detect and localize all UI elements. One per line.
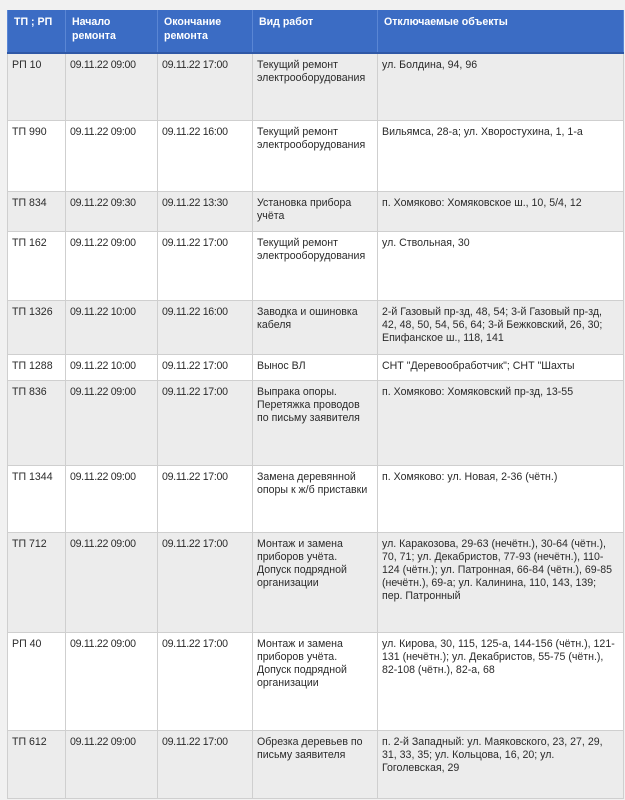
cell-work-type: Текущий ремонт электрооборудования [253, 53, 378, 120]
cell-start: 09.11.22 09:30 [66, 191, 158, 231]
table-row [8, 300, 624, 354]
cell-start: 09.11.22 09:00 [66, 120, 158, 191]
cell-objects: ул. Ствольная, 30 [378, 231, 624, 300]
table-row [8, 354, 624, 380]
cell-substation: ТП 612 [8, 730, 66, 798]
cell-start: 09.11.22 10:00 [66, 354, 158, 380]
table-row [8, 53, 624, 120]
cell-substation: ТП 162 [8, 231, 66, 300]
cell-substation: ТП 990 [8, 120, 66, 191]
outage-schedule-table [7, 10, 624, 799]
cell-end: 09.11.22 17:00 [158, 632, 253, 730]
table-row [8, 191, 624, 231]
cell-work-type: Монтаж и замена приборов учёта. Допуск подрядной организации [253, 532, 378, 632]
cell-end: 09.11.22 17:00 [158, 465, 253, 532]
header-row [8, 10, 624, 53]
cell-end: 09.11.22 17:00 [158, 532, 253, 632]
header-end: Окончание ремонта [158, 10, 253, 53]
cell-objects: ул. Болдина, 94, 96 [378, 53, 624, 120]
cell-objects: п. Хомяково: Хомяковское ш., 10, 5/4, 12 [378, 191, 624, 231]
table-row [8, 120, 624, 191]
cell-end: 09.11.22 17:00 [158, 53, 253, 120]
table-row [8, 231, 624, 300]
cell-objects: 2-й Газовый пр-зд, 48, 54; 3-й Газовый пр-зд, 42, 48, 50, 54, 56, 64; 3-й Бежковский, 26, 30; Епифанское ш., 118, 141 [378, 300, 624, 354]
cell-work-type: Замена деревянной опоры к ж/б приставки [253, 465, 378, 532]
cell-substation: ТП 1326 [8, 300, 66, 354]
cell-start: 09.11.22 09:00 [66, 730, 158, 798]
cell-objects: Вильямса, 28-а; ул. Хворостухина, 1, 1-а [378, 120, 624, 191]
table-row [8, 532, 624, 632]
cell-end: 09.11.22 13:30 [158, 191, 253, 231]
cell-start: 09.11.22 09:00 [66, 380, 158, 465]
table-header [8, 10, 624, 53]
cell-substation: ТП 834 [8, 191, 66, 231]
header-start: Начало ремонта [66, 10, 158, 53]
cell-work-type: Установка прибора учёта [253, 191, 378, 231]
header-substation: ТП ; РП [8, 10, 66, 53]
cell-work-type: Обрезка деревьев по письму заявителя [253, 730, 378, 798]
cell-objects: п. Хомяково: ул. Новая, 2-36 (чётн.) [378, 465, 624, 532]
cell-substation: ТП 712 [8, 532, 66, 632]
cell-start: 09.11.22 09:00 [66, 465, 158, 532]
table-row [8, 380, 624, 465]
cell-objects: ул. Каракозова, 29-63 (нечётн.), 30-64 (чётн.), 70, 71; ул. Декабристов, 77-93 (нечётн.), 110-124 (чётн.); ул. Патронная, 66-84 (чётн.), 69-85 (нечётн.), 69-а; ул. Калинина, 110, 143, 139; пер. Патронный [378, 532, 624, 632]
cell-end: 09.11.22 16:00 [158, 120, 253, 191]
cell-start: 09.11.22 09:00 [66, 231, 158, 300]
cell-work-type: Текущий ремонт электрооборудования [253, 231, 378, 300]
cell-end: 09.11.22 17:00 [158, 730, 253, 798]
table-row [8, 465, 624, 532]
cell-objects: СНТ "Деревообработчик"; СНТ "Шахты [378, 354, 624, 380]
header-objects: Отключаемые объекты [378, 10, 624, 53]
cell-substation: ТП 1288 [8, 354, 66, 380]
cell-work-type: Заводка и ошиновка кабеля [253, 300, 378, 354]
cell-work-type: Вынос ВЛ [253, 354, 378, 380]
cell-objects: ул. Кирова, 30, 115, 125-а, 144-156 (чётн.), 121-131 (нечётн.); ул. Декабристов, 55-75 (чётн.), 82-108 (чётн.), 82-а, 68 [378, 632, 624, 730]
cell-substation: ТП 836 [8, 380, 66, 465]
cell-work-type: Монтаж и замена приборов учёта. Допуск подрядной организации [253, 632, 378, 730]
table-row [8, 632, 624, 730]
header-work-type: Вид работ [253, 10, 378, 53]
cell-end: 09.11.22 16:00 [158, 300, 253, 354]
cell-start: 09.11.22 09:00 [66, 632, 158, 730]
cell-start: 09.11.22 09:00 [66, 532, 158, 632]
table-body [8, 53, 624, 798]
cell-work-type: Текущий ремонт электрооборудования [253, 120, 378, 191]
cell-end: 09.11.22 17:00 [158, 231, 253, 300]
cell-end: 09.11.22 17:00 [158, 354, 253, 380]
cell-end: 09.11.22 17:00 [158, 380, 253, 465]
cell-start: 09.11.22 09:00 [66, 53, 158, 120]
cell-objects: п. Хомяково: Хомяковский пр-зд, 13-55 [378, 380, 624, 465]
cell-start: 09.11.22 10:00 [66, 300, 158, 354]
cell-substation: РП 10 [8, 53, 66, 120]
cell-objects: п. 2-й Западный: ул. Маяковского, 23, 27, 29, 31, 33, 35; ул. Кольцова, 16, 20; ул. Гоголевская, 29 [378, 730, 624, 798]
table-row [8, 730, 624, 798]
cell-substation: РП 40 [8, 632, 66, 730]
cell-work-type: Выпрака опоры. Перетяжка проводов по письму заявителя [253, 380, 378, 465]
cell-substation: ТП 1344 [8, 465, 66, 532]
